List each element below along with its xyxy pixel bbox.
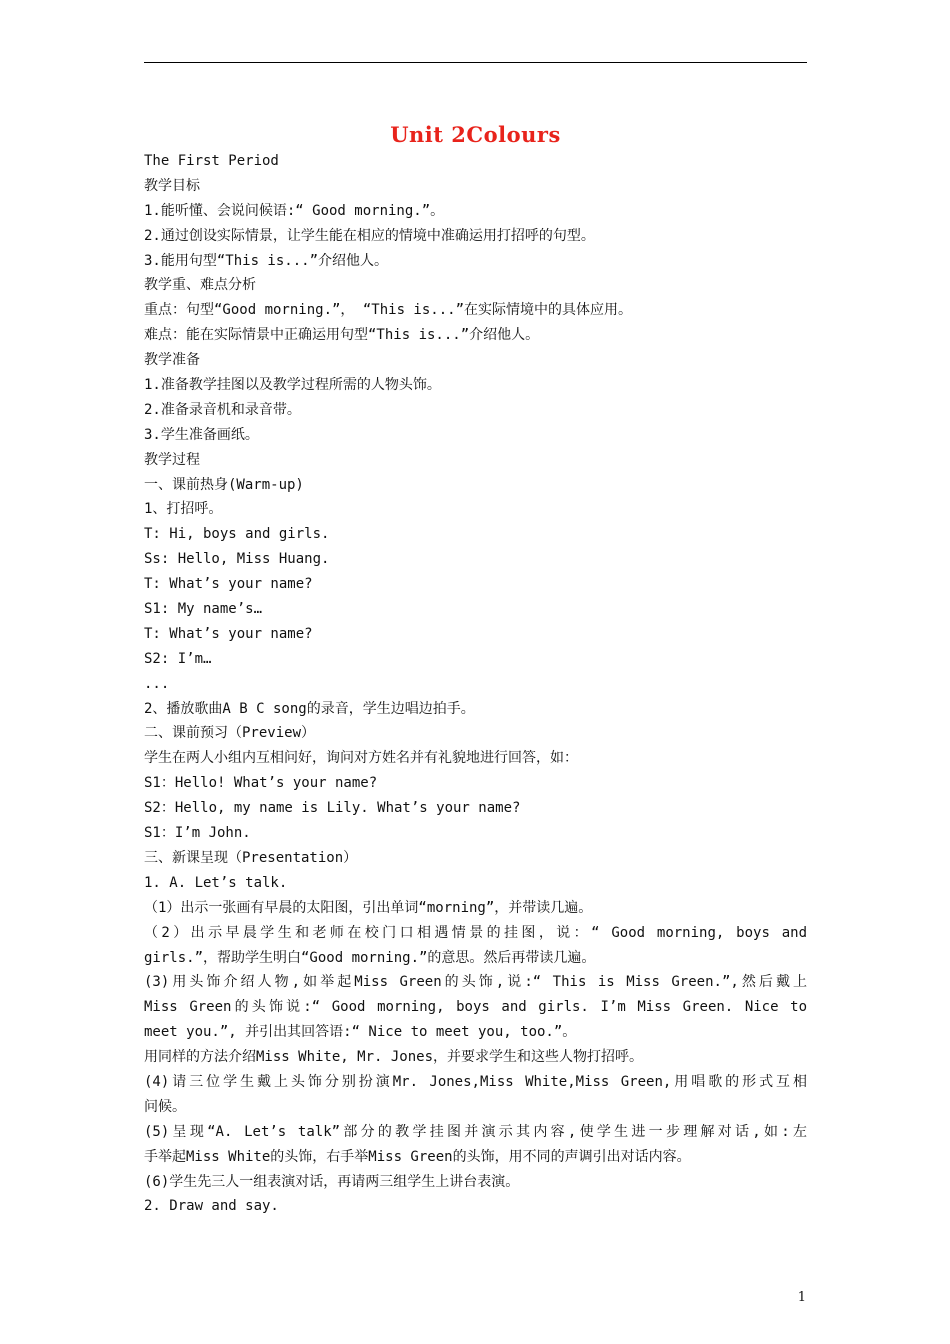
text-line: 2、播放歌曲A B C song的录音，学生边唱边拍手。 <box>144 700 475 717</box>
text-line: 三、新课呈现（Presentation） <box>144 849 358 866</box>
text-line: 2. Draw and say. <box>144 1198 279 1215</box>
text-line: 1.准备教学挂图以及教学过程所需的人物头饰。 <box>144 377 441 394</box>
text-line: （2）出示早晨学生和老师在校门口相遇情景的挂图，说：“ Good morning, boys and <box>144 924 807 941</box>
text-line: 二、课前预习（Preview） <box>144 725 316 742</box>
text-line: 问候。 <box>144 1098 186 1115</box>
text-line: 2.通过创设实际情景，让学生能在相应的情境中准确运用打招呼的句型。 <box>144 227 595 244</box>
text-line: 用同样的方法介绍Miss White, Mr. Jones，并要求学生和这些人物打招呼。 <box>144 1049 644 1066</box>
text-line: （1）出示一张画有早晨的太阳图，引出单词“morning”，并带读几遍。 <box>144 899 593 916</box>
text-line: (4)请三位学生戴上头饰分别扮演Mr. Jones,Miss White,Miss Green,用唱歌的形式互相 <box>144 1073 807 1090</box>
text-line: 2.准备录音机和录音带。 <box>144 401 301 418</box>
text-line: 教学目标 <box>144 177 200 194</box>
text-line: ... <box>144 675 170 692</box>
text-line: 1.能听懂、会说问候语:“ Good morning.”。 <box>144 202 445 219</box>
text-line: 教学准备 <box>144 352 200 369</box>
header-rule <box>144 62 807 63</box>
document-body <box>144 149 807 1219</box>
text-line: S2: I’m… <box>144 650 212 667</box>
text-line: 教学重、难点分析 <box>144 277 256 294</box>
text-line: The First Period <box>144 153 279 169</box>
text-line: 难点：能在实际情景中正确运用句型“This is...”介绍他人。 <box>144 327 540 344</box>
text-line: S2：Hello, my name is Lily. What’s your name? <box>144 800 521 817</box>
text-line: meet you.”, 并引出其回答语:“ Nice to meet you, too.”。 <box>144 1024 577 1041</box>
text-line: 3.学生准备画纸。 <box>144 426 259 443</box>
text-line: 1、打招呼。 <box>144 501 223 518</box>
text-line: 1. A. Let’s talk. <box>144 874 288 891</box>
text-line: 3.能用句型“This is...”介绍他人。 <box>144 252 389 269</box>
document-title: Unit 2Colours <box>390 122 561 147</box>
text-line: (5)呈现“A. Let’s talk”部分的教学挂图并演示其内容,使学生进一步理解对话,如:左 <box>144 1123 807 1140</box>
text-line: T: Hi, boys and girls. <box>144 526 330 543</box>
text-line: (6)学生先三人一组表演对话，再请两三组学生上讲台表演。 <box>144 1173 520 1190</box>
text-line: 教学过程 <box>144 451 200 468</box>
text-line: T: What’s your name? <box>144 576 313 593</box>
text-line: (3)用头饰介绍人物,如举起Miss Green的头饰,说:“ This is Miss Green.”,然后戴上 <box>144 974 807 991</box>
text-line: 重点：句型“Good morning.”， “This is...”在实际情境中的具体应用。 <box>144 302 633 319</box>
text-line: Miss Green的头饰说:“ Good morning, boys and girls. I’m Miss Green. Nice to <box>144 999 807 1016</box>
text-line: S1：Hello! What’s your name? <box>144 775 378 792</box>
text-line: 一、课前热身(Warm-up) <box>144 476 304 493</box>
page-number: 1 <box>797 1290 806 1305</box>
text-line: 学生在两人小组内互相问好，询问对方姓名并有礼貌地进行回答，如： <box>144 750 578 767</box>
text-line: girls.”，帮助学生明白“Good morning.”的意思。然后再带读几遍。 <box>144 949 596 966</box>
text-line: T: What’s your name? <box>144 625 313 642</box>
text-line: S1：I’m John. <box>144 825 251 842</box>
text-line: S1: My name’s… <box>144 601 263 618</box>
text-line: Ss: Hello, Miss Huang. <box>144 551 330 568</box>
text-line: 手举起Miss White的头饰，右手举Miss Green的头饰，用不同的声调引出对话内容。 <box>144 1148 691 1165</box>
